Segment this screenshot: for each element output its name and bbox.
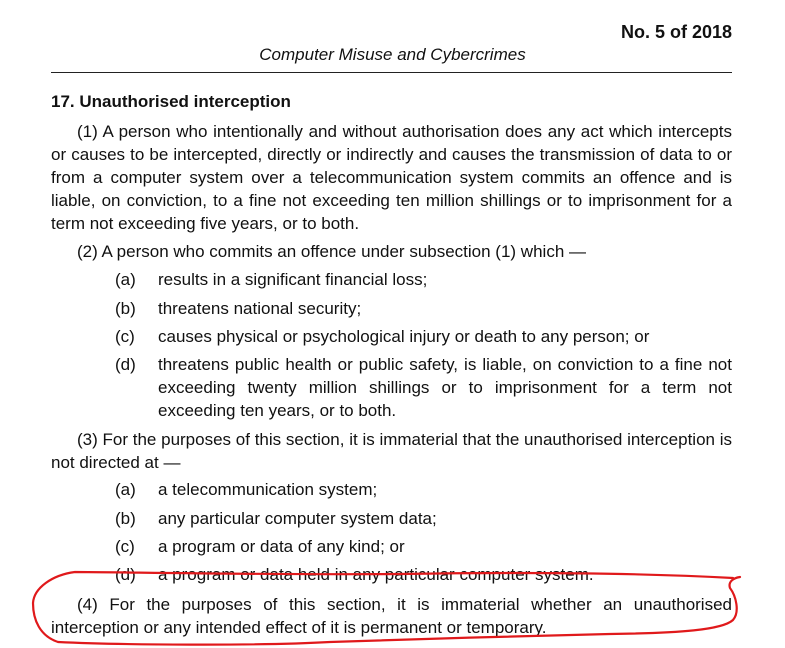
item-label: (c) — [115, 537, 135, 556]
subsection-2-intro: (2) A person who commits an offence under subsection (1) which — — [77, 242, 586, 261]
item-text: a telecommunication system; — [158, 480, 378, 499]
item-label: (a) — [115, 270, 136, 289]
subsection-4: (4) For the purposes of this section, it is immaterial whether an unauthorised interception or any intended effect of it is permanent or temporary. — [51, 595, 732, 637]
item-text: threatens national security; — [158, 299, 362, 318]
section-heading: 17. Unauthorised interception — [51, 92, 291, 111]
item-text: threatens public health or public safety, is liable, on conviction to a fine not exceeding twenty million shillings or to imprisonment for a term not exceeding ten years, or to both. — [158, 355, 732, 420]
act-number: No. 5 of 2018 — [620, 22, 732, 42]
header-rule — [51, 72, 732, 73]
item-text: causes physical or psychological injury or death to any person; or — [158, 327, 650, 346]
item-text: any particular computer system data; — [158, 509, 437, 528]
item-text: results in a significant financial loss; — [158, 270, 428, 289]
running-title-text: Computer Misuse and Cybercrimes — [259, 45, 526, 64]
item-text: a program or data of any kind; or — [158, 537, 405, 556]
item-label: (b) — [115, 509, 136, 528]
subsection-1: (1) A person who intentionally and without authorisation does any act which intercepts or causes to be intercepted, directly or indirectly and causes the transmission of data to or from a computer system over a telecommunication system commits an offence and is liable, on conviction, to a fine not exceeding ten million shillings or to imprisonment for a term not exceeding five years, or to both. — [51, 122, 732, 233]
item-label: (c) — [115, 327, 135, 346]
subsection-2-item-d — [115, 353, 732, 423]
running-title — [0, 45, 785, 65]
item-label: (b) — [115, 299, 136, 318]
item-label: (d) — [115, 565, 136, 584]
item-label: (d) — [115, 355, 136, 374]
subsection-3-intro: (3) For the purposes of this section, it is immaterial that the unauthorised interception is not directed at — — [51, 430, 732, 472]
item-text: a program or data held in any particular computer system. — [158, 565, 594, 584]
item-label: (a) — [115, 480, 136, 499]
